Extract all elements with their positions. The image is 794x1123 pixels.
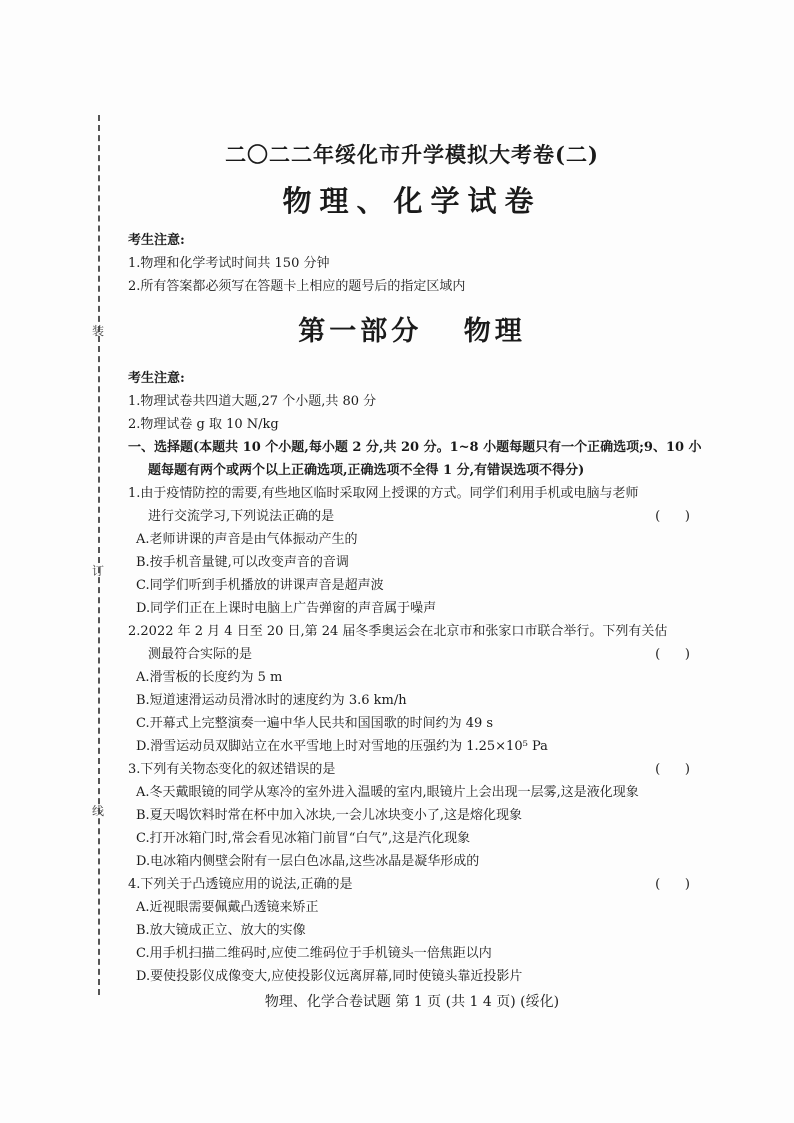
overall-notice-item: 2.所有答案都必须写在答题卡上相应的题号后的指定区域内 [128, 279, 466, 294]
question-4 [128, 873, 696, 988]
exam-main-title: 二〇二二年绥化市升学模拟大考卷(二) [225, 142, 599, 167]
option-a: A.滑雪板的长度约为 5 m [136, 670, 283, 685]
option-a: A.老师讲课的声音是由气体振动产生的 [136, 532, 358, 547]
section-one-title-line: 一、选择题(本题共 10 个小题,每小题 2 分,共 20 分。1~8 小题每题只有一个正确选项;9、10 小 [128, 440, 702, 455]
option-c: C.同学们听到手机播放的讲课声音是超声波 [136, 578, 384, 593]
option-b: B.放大镜成正立、放大的实像 [136, 923, 306, 938]
question-3 [128, 758, 696, 873]
option-a: A.近视眼需要佩戴凸透镜来矫正 [136, 900, 319, 915]
section-one-title-line: 题每题有两个或两个以上正确选项,正确选项不全得 1 分,有错误选项不得分) [148, 463, 585, 478]
option-d: D.同学们正在上课时电脑上广告弹窗的声音属于噪声 [136, 601, 437, 616]
question-stem-text: 进行交流学习,下列说法正确的是 [148, 509, 335, 524]
option-a: A.冬天戴眼镜的同学从寒冷的室外进入温暖的室内,眼镜片上会出现一层雾,这是液化现象 [136, 785, 639, 800]
option-d: D.滑雪运动员双脚站立在水平雪地上时对雪地的压强约为 1.25×10⁵ Pa [136, 739, 548, 754]
question-2 [128, 620, 696, 758]
part-one-notice-heading: 考生注意: [128, 371, 185, 386]
overall-notice [128, 230, 696, 298]
question-stem [128, 505, 696, 528]
margin-mark-xian: 线 [92, 804, 105, 818]
option-c: C.打开冰箱门时,常会看见冰箱门前冒“白气”,这是汽化现象 [136, 831, 471, 846]
option-b: B.按手机音量键,可以改变声音的音调 [136, 555, 349, 570]
answer-paren: ( ) [655, 762, 690, 777]
part-one-notice-item: 2.物理试卷 g 取 10 N/kg [128, 417, 279, 432]
question-stem-text: 4.下列关于凸透镜应用的说法,正确的是 [128, 877, 353, 892]
option-b: B.短道速滑运动员滑冰时的速度约为 3.6 km/h [136, 693, 407, 708]
exam-sub-title: 物理、化学试卷 [282, 184, 542, 218]
question-stem [128, 643, 696, 666]
question-stem: 2.2022 年 2 月 4 日至 20 日,第 24 届冬季奥运会在北京市和张家口市联合举行。下列有关估 [128, 624, 668, 639]
option-c: C.用手机扫描二维码时,应使二维码位于手机镜头一倍焦距以内 [136, 946, 492, 961]
question-stem-text: 测最符合实际的是 [148, 647, 253, 662]
part-one-notice [128, 368, 696, 436]
margin-mark-zhuang: 装 [92, 324, 105, 338]
question-stem [128, 758, 696, 781]
margin-mark-ding: 订 [92, 564, 105, 578]
answer-paren: ( ) [655, 647, 690, 662]
question-1 [128, 482, 696, 620]
page-footer: 物理、化学合卷试题 第 1 页 (共 1 4 页) (绥化) [264, 994, 560, 1010]
answer-paren: ( ) [655, 877, 690, 892]
exam-content [128, 140, 702, 988]
question-stem [128, 873, 696, 896]
question-stem-text: 3.下列有关物态变化的叙述错误的是 [128, 762, 336, 777]
answer-paren: ( ) [655, 509, 690, 524]
section-one-heading [128, 436, 702, 482]
option-d: D.要使投影仪成像变大,应使投影仪远离屏幕,同时使镜头靠近投影片 [136, 969, 523, 984]
binding-dashed-line [98, 115, 100, 995]
option-c: C.开幕式上完整演奏一遍中华人民共和国国歌的时间约为 49 s [136, 716, 494, 731]
option-d: D.电冰箱内侧壁会附有一层白色冰晶,这些冰晶是凝华形成的 [136, 854, 480, 869]
question-stem: 1.由于疫情防控的需要,有些地区临时采取网上授课的方式。同学们利用手机或电脑与老师 [128, 486, 639, 501]
overall-notice-heading: 考生注意: [128, 233, 185, 248]
overall-notice-item: 1.物理和化学考试时间共 150 分钟 [128, 256, 330, 271]
option-b: B.夏天喝饮料时常在杯中加入冰块,一会儿冰块变小了,这是熔化现象 [136, 808, 522, 823]
part-one-title: 第一部分 物理 [298, 316, 526, 347]
part-one-notice-item: 1.物理试卷共四道大题,27 个小题,共 80 分 [128, 394, 377, 409]
